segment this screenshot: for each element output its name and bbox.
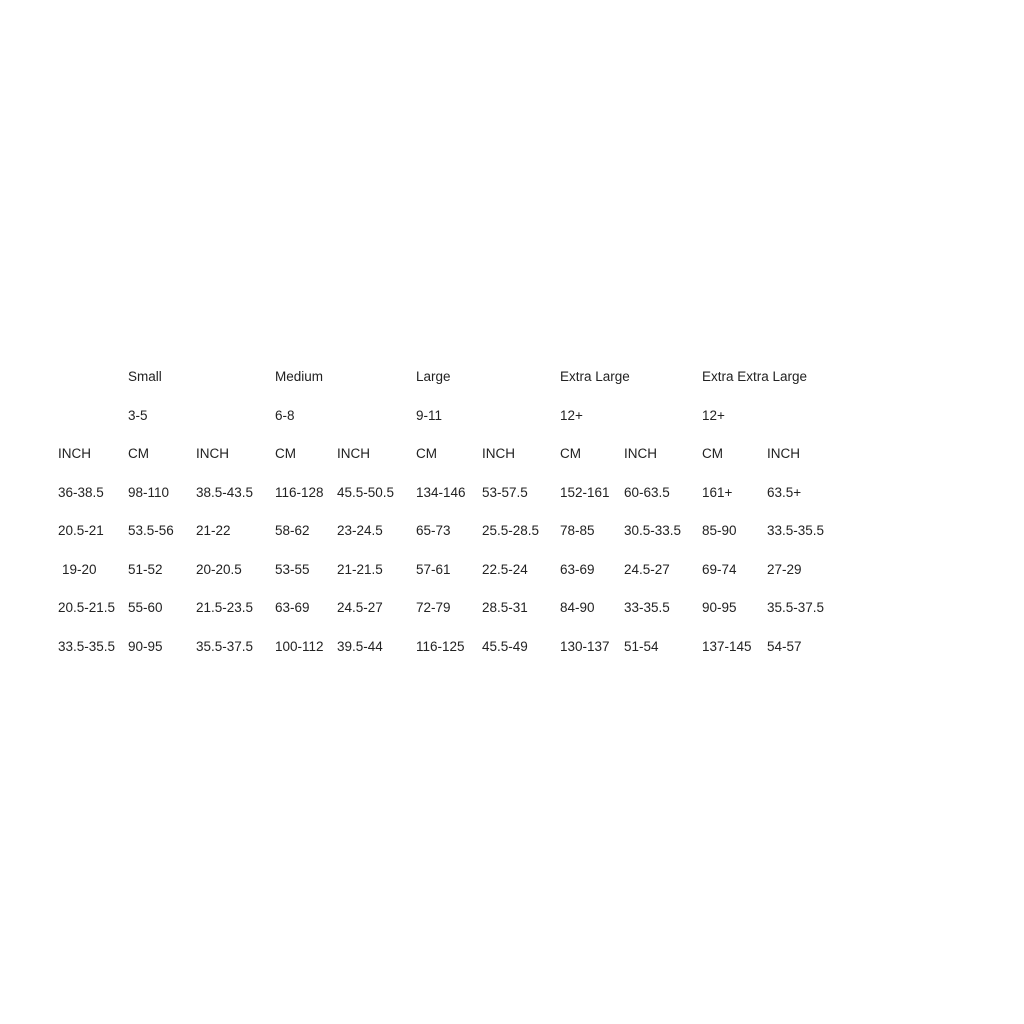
table-cell: 38.5-43.5 xyxy=(196,484,254,500)
table-cell: 33-35.5 xyxy=(624,600,670,615)
table-cell: 134-146 xyxy=(416,484,466,500)
table-cell: 72-79 xyxy=(416,600,451,615)
table-cell: 28.5-31 xyxy=(482,600,528,615)
table-cell: 60-63.5 xyxy=(624,484,670,500)
table-cell: 57-61 xyxy=(416,561,451,577)
table-cell: 24.5-27 xyxy=(337,600,383,615)
table-cell: 35.5-37.5 xyxy=(767,600,825,615)
size-age-row xyxy=(58,397,958,435)
unit-header-inch: INCH xyxy=(196,446,229,461)
table-cell: 90-95 xyxy=(702,600,737,615)
table-cell: 39.5-44 xyxy=(337,638,383,654)
table-cell: 100-112 xyxy=(275,638,324,654)
table-cell: 21-22 xyxy=(196,523,231,538)
table-row xyxy=(58,551,958,589)
table-cell: 130-137 xyxy=(560,638,610,654)
table-row xyxy=(58,628,958,666)
size-name-extra-extra-large: Extra Extra Large xyxy=(702,369,808,384)
table-cell: 65-73 xyxy=(416,523,451,538)
size-name-medium: Medium xyxy=(275,369,324,384)
unit-header-inch: INCH xyxy=(337,446,370,461)
unit-header-inch: INCH xyxy=(624,446,657,461)
unit-header-cm: CM xyxy=(702,446,723,461)
table-cell: 78-85 xyxy=(560,523,595,538)
table-row xyxy=(58,474,958,512)
size-age-small: 3-5 xyxy=(128,407,148,423)
unit-header-cm: CM xyxy=(275,446,296,461)
table-cell: 19-20 xyxy=(62,561,97,577)
size-age-medium: 6-8 xyxy=(275,407,295,423)
table-cell: 53-57.5 xyxy=(482,484,528,500)
table-row xyxy=(58,589,958,627)
unit-header-cm: CM xyxy=(560,446,581,461)
table-cell: 45.5-50.5 xyxy=(337,484,395,500)
size-name-extra-large: Extra Large xyxy=(560,369,630,384)
table-cell: 116-128 xyxy=(275,484,324,500)
unit-header-inch: INCH xyxy=(58,446,91,461)
table-cell: 51-52 xyxy=(128,561,163,577)
table-cell: 25.5-28.5 xyxy=(482,523,540,538)
table-cell: 161+ xyxy=(702,484,733,500)
size-name-row xyxy=(58,358,958,396)
table-cell: 30.5-33.5 xyxy=(624,523,682,538)
table-cell: 23-24.5 xyxy=(337,523,383,538)
size-age-large: 9-11 xyxy=(416,407,443,423)
table-cell: 137-145 xyxy=(702,638,752,654)
size-name-large: Large xyxy=(416,369,451,384)
table-cell: 54-57 xyxy=(767,638,802,654)
table-cell: 24.5-27 xyxy=(624,561,670,577)
table-cell: 58-62 xyxy=(275,523,310,538)
table-cell: 55-60 xyxy=(128,600,163,615)
size-name-small: Small xyxy=(128,369,162,384)
table-cell: 85-90 xyxy=(702,523,737,538)
table-cell: 53-55 xyxy=(275,561,310,577)
size-age-extra-large: 12+ xyxy=(560,407,583,423)
table-cell: 84-90 xyxy=(560,600,595,615)
table-cell: 20.5-21.5 xyxy=(58,600,116,615)
table-cell: 22.5-24 xyxy=(482,561,528,577)
table-cell: 63-69 xyxy=(560,561,595,577)
unit-header-row xyxy=(58,435,958,473)
table-cell: 33.5-35.5 xyxy=(767,523,825,538)
table-row xyxy=(58,512,958,550)
table-cell: 20.5-21 xyxy=(58,523,104,538)
table-cell: 35.5-37.5 xyxy=(196,638,254,654)
table-cell: 21.5-23.5 xyxy=(196,600,254,615)
size-chart-scroll-area[interactable] xyxy=(58,358,928,668)
table-cell: 20-20.5 xyxy=(196,561,242,577)
table-cell: 90-95 xyxy=(128,638,163,654)
table-cell: 51-54 xyxy=(624,638,659,654)
table-cell: 33.5-35.5 xyxy=(58,638,116,654)
unit-header-inch: INCH xyxy=(767,446,800,461)
table-cell: 116-125 xyxy=(416,638,465,654)
table-cell: 36-38.5 xyxy=(58,484,104,500)
unit-header-inch: INCH xyxy=(482,446,515,461)
table-cell: 21-21.5 xyxy=(337,561,383,577)
table-cell: 152-161 xyxy=(560,484,610,500)
table-cell: 27-29 xyxy=(767,561,802,577)
size-age-extra-extra-large: 12+ xyxy=(702,407,725,423)
table-cell: 69-74 xyxy=(702,561,737,577)
table-cell: 45.5-49 xyxy=(482,638,528,654)
table-cell: 98-110 xyxy=(128,484,170,500)
unit-header-cm: CM xyxy=(416,446,437,461)
table-cell: 63-69 xyxy=(275,600,310,615)
unit-header-cm: CM xyxy=(128,446,149,461)
table-cell: 63.5+ xyxy=(767,484,802,500)
table-cell: 53.5-56 xyxy=(128,523,174,538)
